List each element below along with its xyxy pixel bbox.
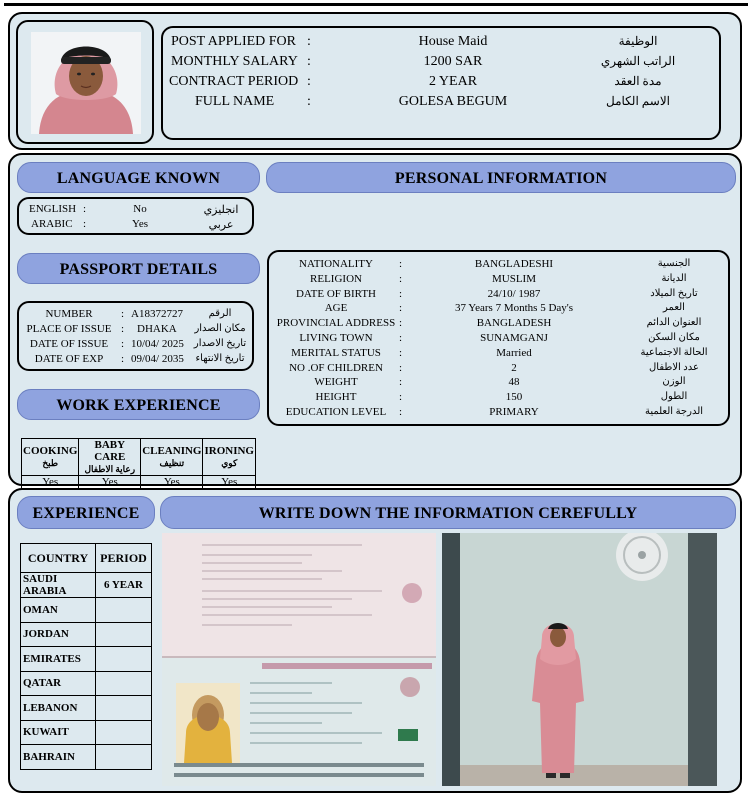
field-value: 1200 SAR [423,54,483,69]
personal-arabic: الوزن [662,376,686,388]
field-label: FULL NAME [195,94,275,109]
personal-arabic: عدد الاطفال [649,361,699,373]
details-section [8,153,742,486]
personal-information-heading: PERSONAL INFORMATION [266,162,736,193]
personal-label: MERITAL STATUS [291,346,381,359]
experience-row: LEBANON [21,696,152,721]
field-value: 2 YEAR [428,74,478,89]
work-experience-heading: WORK EXPERIENCE [17,389,260,420]
header-section [8,12,742,150]
full-body-photo [442,533,717,786]
passport-scan-image [162,533,436,786]
language-known-heading: LANGUAGE KNOWN [17,162,260,193]
personal-arabic: مكان السكن [648,332,700,343]
field-value: House Maid [418,34,488,49]
personal-label: HEIGHT [315,391,357,404]
personal-label: PROVINCIAL ADDRESS [276,317,396,330]
personal-label: NO .OF CHILDREN [289,361,383,374]
personal-arabic: الديانة [661,272,687,284]
field-label: CONTRACT PERIOD [169,74,299,89]
personal-arabic: تاريخ الميلاد [650,287,698,299]
experience-row: EMIRATES [21,647,152,672]
field-label: POST APPLIED FOR [171,34,297,49]
personal-value: SUNAMGANJ [480,332,548,344]
job-info-panel: POST APPLIED FOR : House Maid الوظيفة MONTHLY SALARY : 1200 SAR الراتب الشهري CONTRACT PERIOD : 2 YEAR مدة العقد FULL NAME : GOLESA BEGUM الاسم الكامل [161,26,721,140]
notice-heading: WRITE DOWN THE INFORMATION CEREFULLY [160,496,736,529]
field-label: MONTHLY SALARY [171,54,298,69]
personal-arabic: الطول [660,391,688,403]
personal-label: AGE [324,302,348,315]
experience-section [8,488,742,793]
personal-value: BANGLADESHI [474,258,554,270]
passport-details-heading: PASSPORT DETAILS [17,253,260,284]
experience-heading: EXPERIENCE [17,496,155,529]
personal-value: BANGLADESH [476,317,552,330]
personal-label: LIVING TOWN [299,332,373,344]
experience-row: BAHRAIN [21,745,152,770]
field-arabic: الراتب الشهري [600,54,676,68]
field-arabic: الاسم الكامل [605,94,670,108]
personal-value: 24/10/ 1987 [487,287,541,300]
personal-value: 48 [508,376,520,389]
personal-arabic: الجنسية [657,258,691,269]
field-arabic: مدة العقد [614,74,662,88]
work-header-row: COOKING طبخ BABY CARE رعاية الاطفال CLEANING تنظيف IRONING كوي [23,439,254,474]
personal-arabic: العنوان الدائم [646,317,702,329]
personal-arabic: الدرجة العلمية [644,406,704,417]
personal-info-panel: NATIONALITY : BANGLADESHI الجنسية RELIGION : MUSLIM الديانة DATE OF BIRTH : 24/10/ 1987 تاريخ الميلاد AGE : 37 Years 7 Months 5 Day's العمر PROVINCIAL ADDRESS : BANGLADESH العنوان الدائم LIVING TOWN : SUNAMGANJ مكان السكن MERITAL STATUS : Married الحالة الاجتماعية NO .OF CHILDREN : 2 عدد الاطفال WEIGHT : 48 الوزن HEIGHT : 150 الطول EDUCATION LEVEL : PRIMARY الدرجة العلمية [267,250,730,426]
personal-label: DATE OF BIRTH [295,287,376,300]
experience-header-row: COUNTRY PERIOD [21,544,152,573]
personal-value: 2 [511,361,517,374]
personal-arabic: العمر [663,302,685,314]
personal-value: 37 Years 7 Months 5 Day's [454,302,574,315]
personal-value: PRIMARY [489,406,539,418]
experience-row: SAUDI ARABIA 6 YEAR [21,573,152,598]
passport-panel: NUMBER : A18372727 الرقم PLACE OF ISSUE : DHAKA مكان الصدار DATE OF ISSUE : 10/04/ 2025 تاريخ الاصدار DATE OF EXP : 09/04/ 2035 تاريخ الانتهاء [17,301,254,371]
personal-label: WEIGHT [314,376,358,389]
personal-value: 150 [505,391,523,404]
experience-row: KUWAIT [21,720,152,745]
field-value: GOLESA BEGUM [398,94,508,109]
experience-row: QATAR [21,671,152,696]
work-experience-table [21,438,256,489]
personal-arabic: الحالة الاجتماعية [640,346,708,358]
personal-label: NATIONALITY [299,258,373,270]
personal-value: Married [496,346,532,359]
personal-label: EDUCATION LEVEL [285,406,387,418]
personal-value: MUSLIM [491,272,536,285]
top-rule [4,3,748,6]
personal-label: RELIGION [310,272,362,285]
work-value-row: Yes Yes Yes Yes [22,476,256,489]
experience-row: OMAN [21,598,152,623]
experience-row: JORDAN [21,622,152,647]
portrait-frame [16,20,154,144]
portrait-photo [31,32,141,134]
field-arabic: الوظيفة [618,34,658,48]
experience-table [20,543,152,770]
language-panel: ENGLISH : No انجليزي ARABIC : Yes عربي [17,197,254,235]
